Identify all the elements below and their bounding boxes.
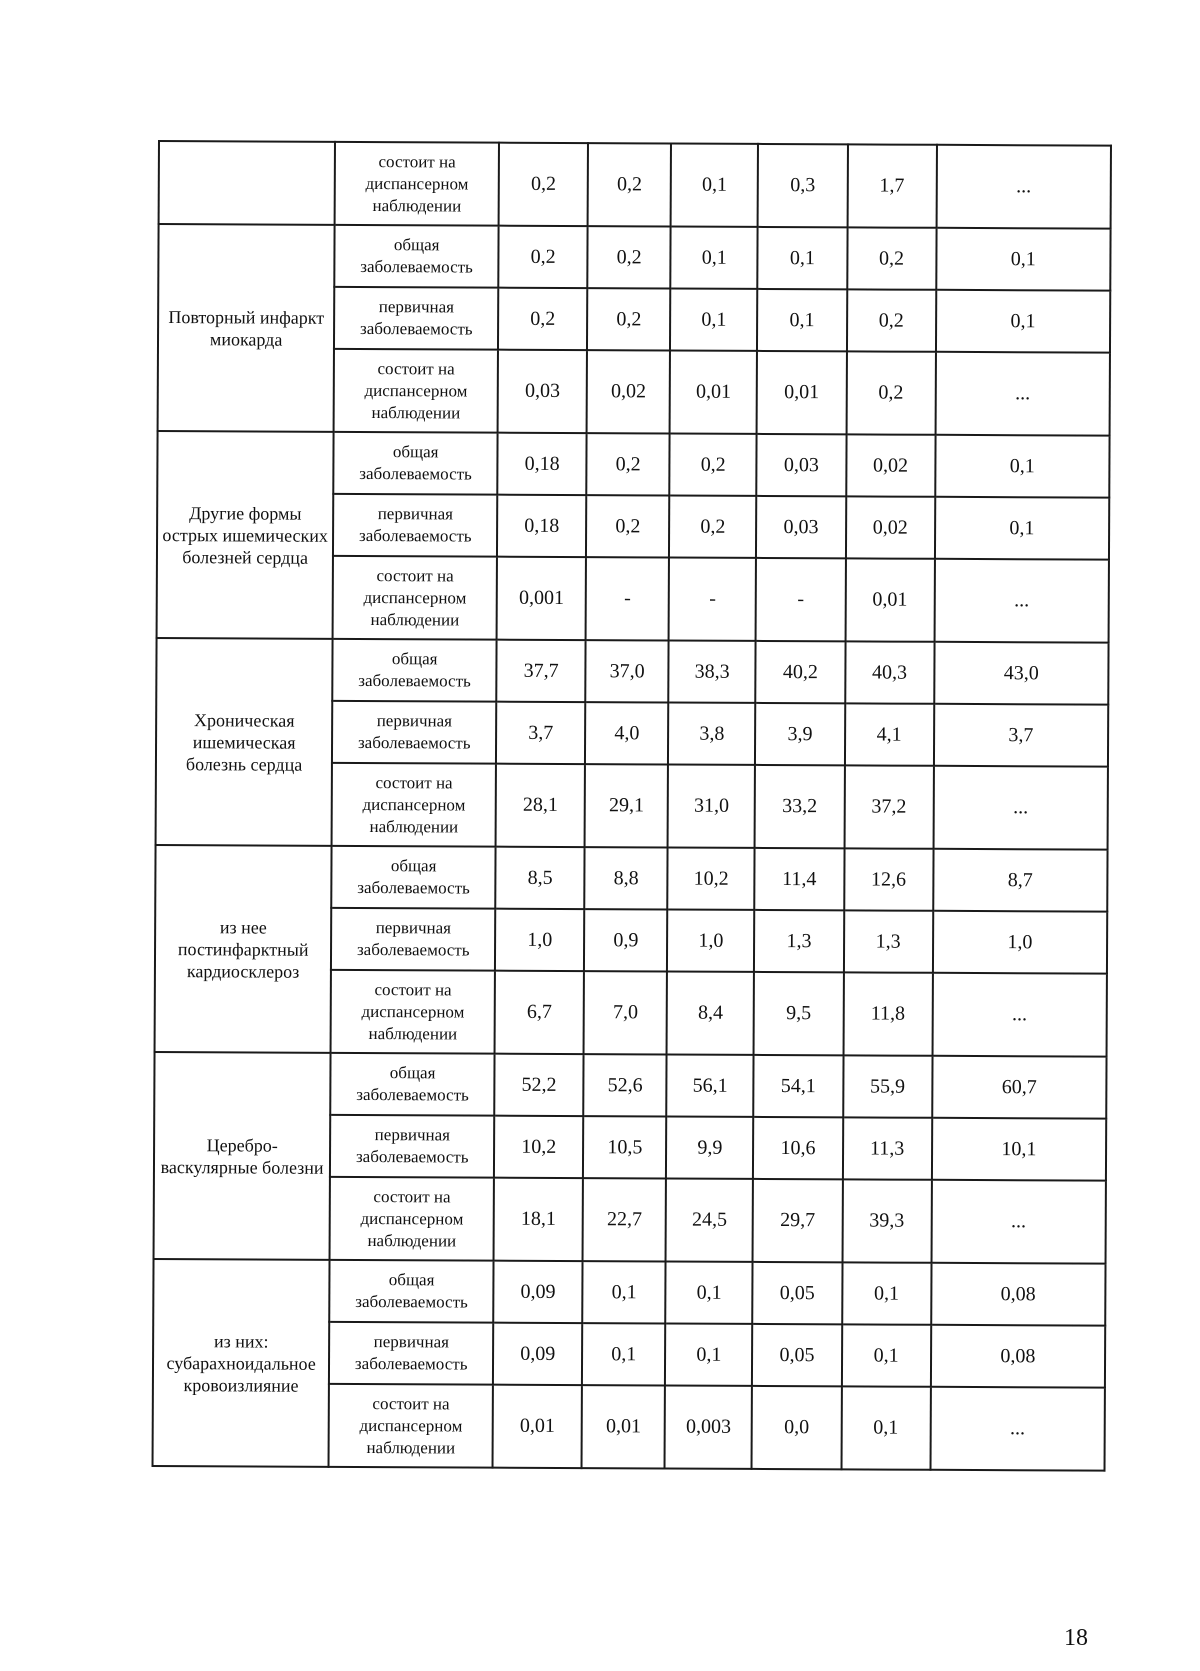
- value-cell: 0,1: [583, 1261, 666, 1323]
- value-cell: 10,6: [753, 1117, 842, 1179]
- value-cell: 43,0: [934, 642, 1109, 705]
- value-cell: ...: [930, 1387, 1105, 1471]
- value-cell: 0,03: [757, 434, 846, 496]
- value-cell: ...: [931, 1180, 1106, 1264]
- value-cell: 37,7: [496, 640, 585, 702]
- disease-cell: Церебро-васкулярные болезни: [154, 1052, 331, 1260]
- value-cell: 56,1: [666, 1054, 753, 1116]
- value-cell: 0,08: [931, 1325, 1106, 1388]
- value-cell: 40,3: [845, 641, 934, 703]
- value-cell: 0,2: [588, 226, 671, 288]
- table-row: [153, 1259, 1105, 1326]
- metric-cell: состоит на диспансерном наблюдении: [334, 349, 498, 433]
- page-number: 18: [1064, 1625, 1088, 1651]
- disease-cell: [159, 141, 336, 225]
- value-cell: 0,18: [497, 495, 586, 557]
- value-cell: 8,4: [667, 971, 755, 1054]
- value-cell: 0,03: [756, 496, 845, 558]
- value-cell: 33,2: [755, 765, 845, 848]
- value-cell: 52,2: [494, 1054, 583, 1116]
- table-row: [158, 224, 1110, 291]
- value-cell: 0,1: [935, 435, 1110, 498]
- value-cell: 6,7: [495, 971, 585, 1054]
- value-cell: 31,0: [668, 765, 756, 848]
- value-cell: 3,7: [934, 704, 1109, 767]
- value-cell: 0,05: [752, 1324, 841, 1386]
- metric-cell: первичная заболеваемость: [330, 1115, 494, 1178]
- value-cell: 4,1: [844, 703, 933, 765]
- value-cell: 0,1: [841, 1386, 931, 1469]
- metric-cell: общая заболеваемость: [330, 1260, 494, 1323]
- value-cell: 0,01: [493, 1385, 583, 1468]
- disease-cell: Хроническая ишемическая болезнь сердца: [156, 638, 333, 846]
- value-cell: ...: [934, 559, 1109, 643]
- metric-cell: первичная заболеваемость: [333, 494, 497, 557]
- value-cell: 1,0: [933, 911, 1108, 974]
- metric-cell: состоит на диспансерном наблюдении: [331, 970, 495, 1054]
- disease-cell: из нее постинфарктный кардиосклероз: [155, 845, 332, 1053]
- metric-cell: первичная заболеваемость: [334, 287, 498, 350]
- value-cell: 55,9: [843, 1055, 932, 1117]
- value-cell: 0,1: [841, 1324, 930, 1386]
- value-cell: 0,2: [498, 288, 587, 350]
- value-cell: 0,02: [846, 434, 935, 496]
- value-cell: 39,3: [842, 1179, 932, 1262]
- data-table: [152, 140, 1112, 1472]
- value-cell: 0,2: [670, 434, 757, 496]
- metric-cell: первичная заболеваемость: [331, 908, 495, 971]
- value-cell: -: [756, 558, 846, 641]
- value-cell: 8,7: [933, 849, 1108, 912]
- value-cell: 0,01: [757, 351, 847, 434]
- value-cell: 0,001: [497, 557, 587, 640]
- value-cell: 52,6: [584, 1054, 667, 1116]
- value-cell: 1,7: [847, 144, 937, 227]
- metric-cell: состоит на диспансерном наблюдении: [329, 1384, 493, 1468]
- value-cell: 0,9: [584, 909, 667, 971]
- value-cell: 1,0: [667, 909, 754, 971]
- value-cell: 40,2: [756, 641, 845, 703]
- value-cell: 0,2: [498, 226, 587, 288]
- value-cell: 22,7: [583, 1178, 666, 1261]
- value-cell: ...: [933, 766, 1108, 850]
- value-cell: 18,1: [494, 1178, 584, 1261]
- value-cell: 0,1: [935, 497, 1110, 560]
- metric-cell: общая заболеваемость: [332, 846, 496, 909]
- table-row: [154, 1052, 1106, 1119]
- value-cell: 0,05: [753, 1262, 842, 1324]
- value-cell: 11,3: [842, 1117, 931, 1179]
- disease-cell: из них: субарахноидальное кровоизлияние: [153, 1259, 330, 1467]
- value-cell: 0,1: [671, 227, 758, 289]
- value-cell: 0,003: [665, 1385, 753, 1468]
- value-cell: 0,0: [752, 1386, 842, 1469]
- metric-cell: первичная заболеваемость: [332, 701, 496, 764]
- metric-cell: состоит на диспансерном наблюдении: [333, 556, 497, 640]
- value-cell: 0,08: [931, 1263, 1106, 1326]
- value-cell: 9,5: [754, 972, 844, 1055]
- value-cell: 3,8: [668, 703, 755, 765]
- value-cell: 37,0: [586, 640, 669, 702]
- value-cell: 9,9: [666, 1116, 753, 1178]
- value-cell: 0,2: [669, 496, 756, 558]
- value-cell: 4,0: [585, 702, 668, 764]
- value-cell: 0,01: [582, 1385, 665, 1468]
- value-cell: 0,02: [587, 350, 670, 433]
- value-cell: 1,0: [495, 909, 584, 971]
- value-cell: 0,09: [493, 1261, 582, 1323]
- value-cell: 0,02: [845, 496, 934, 558]
- value-cell: 8,8: [585, 847, 668, 909]
- value-cell: 1,3: [754, 910, 843, 972]
- value-cell: 54,1: [754, 1055, 843, 1117]
- metric-cell: состоит на диспансерном наблюдении: [332, 763, 496, 847]
- value-cell: 0,2: [588, 143, 671, 226]
- value-cell: 60,7: [932, 1056, 1107, 1119]
- value-cell: 0,18: [497, 433, 586, 495]
- metric-cell: общая заболеваемость: [335, 225, 499, 288]
- value-cell: 0,2: [847, 227, 936, 289]
- metric-cell: общая заболеваемость: [333, 639, 497, 702]
- value-cell: 0,2: [586, 495, 669, 557]
- value-cell: ...: [932, 973, 1107, 1057]
- value-cell: 0,1: [665, 1323, 752, 1385]
- metric-cell: первичная заболеваемость: [329, 1322, 493, 1385]
- value-cell: 10,2: [494, 1116, 583, 1178]
- value-cell: 0,2: [846, 351, 936, 434]
- disease-cell: Другие формы острых ишемических болезней сердца: [157, 431, 334, 639]
- value-cell: 37,2: [844, 765, 934, 848]
- value-cell: 3,9: [755, 703, 844, 765]
- metric-cell: общая заболеваемость: [331, 1053, 495, 1116]
- value-cell: 10,1: [932, 1118, 1107, 1181]
- value-cell: ...: [935, 352, 1110, 436]
- value-cell: 0,09: [493, 1323, 582, 1385]
- value-cell: ...: [936, 145, 1111, 229]
- value-cell: 29,7: [753, 1179, 843, 1262]
- table-row: [159, 141, 1111, 229]
- value-cell: 24,5: [666, 1178, 754, 1261]
- metric-cell: состоит на диспансерном наблюдении: [335, 142, 499, 226]
- value-cell: 3,7: [496, 702, 585, 764]
- value-cell: 10,5: [583, 1116, 666, 1178]
- disease-cell: Повторный инфаркт миокарда: [158, 224, 335, 432]
- value-cell: 7,0: [584, 971, 667, 1054]
- value-cell: 0,1: [671, 144, 759, 227]
- value-cell: 11,8: [843, 972, 933, 1055]
- value-cell: 0,2: [587, 433, 670, 495]
- value-cell: 0,1: [757, 289, 846, 351]
- value-cell: 0,2: [587, 288, 670, 350]
- metric-cell: общая заболеваемость: [334, 432, 498, 495]
- value-cell: 0,1: [582, 1323, 665, 1385]
- value-cell: 38,3: [669, 641, 756, 703]
- value-cell: 0,01: [845, 558, 935, 641]
- value-cell: 0,1: [670, 289, 757, 351]
- value-cell: 8,5: [495, 847, 584, 909]
- value-cell: 0,3: [758, 144, 848, 227]
- value-cell: 28,1: [496, 764, 586, 847]
- table-row: [157, 431, 1109, 498]
- table-row: [156, 638, 1108, 705]
- value-cell: 0,2: [847, 289, 936, 351]
- value-cell: -: [669, 558, 757, 641]
- value-cell: 0,2: [499, 143, 589, 226]
- value-cell: 11,4: [755, 848, 844, 910]
- value-cell: 0,1: [842, 1262, 931, 1324]
- table-body: [153, 141, 1111, 1471]
- metric-cell: состоит на диспансерном наблюдении: [330, 1177, 494, 1261]
- value-cell: 1,3: [843, 910, 932, 972]
- value-cell: 0,03: [498, 350, 588, 433]
- value-cell: 0,01: [670, 351, 758, 434]
- value-cell: 10,2: [667, 847, 754, 909]
- value-cell: 0,1: [665, 1261, 752, 1323]
- value-cell: -: [586, 557, 669, 640]
- value-cell: 12,6: [844, 848, 933, 910]
- value-cell: 29,1: [585, 764, 668, 847]
- value-cell: 0,1: [936, 228, 1111, 291]
- value-cell: 0,1: [936, 290, 1111, 353]
- table-row: [155, 845, 1107, 912]
- value-cell: 0,1: [758, 227, 847, 289]
